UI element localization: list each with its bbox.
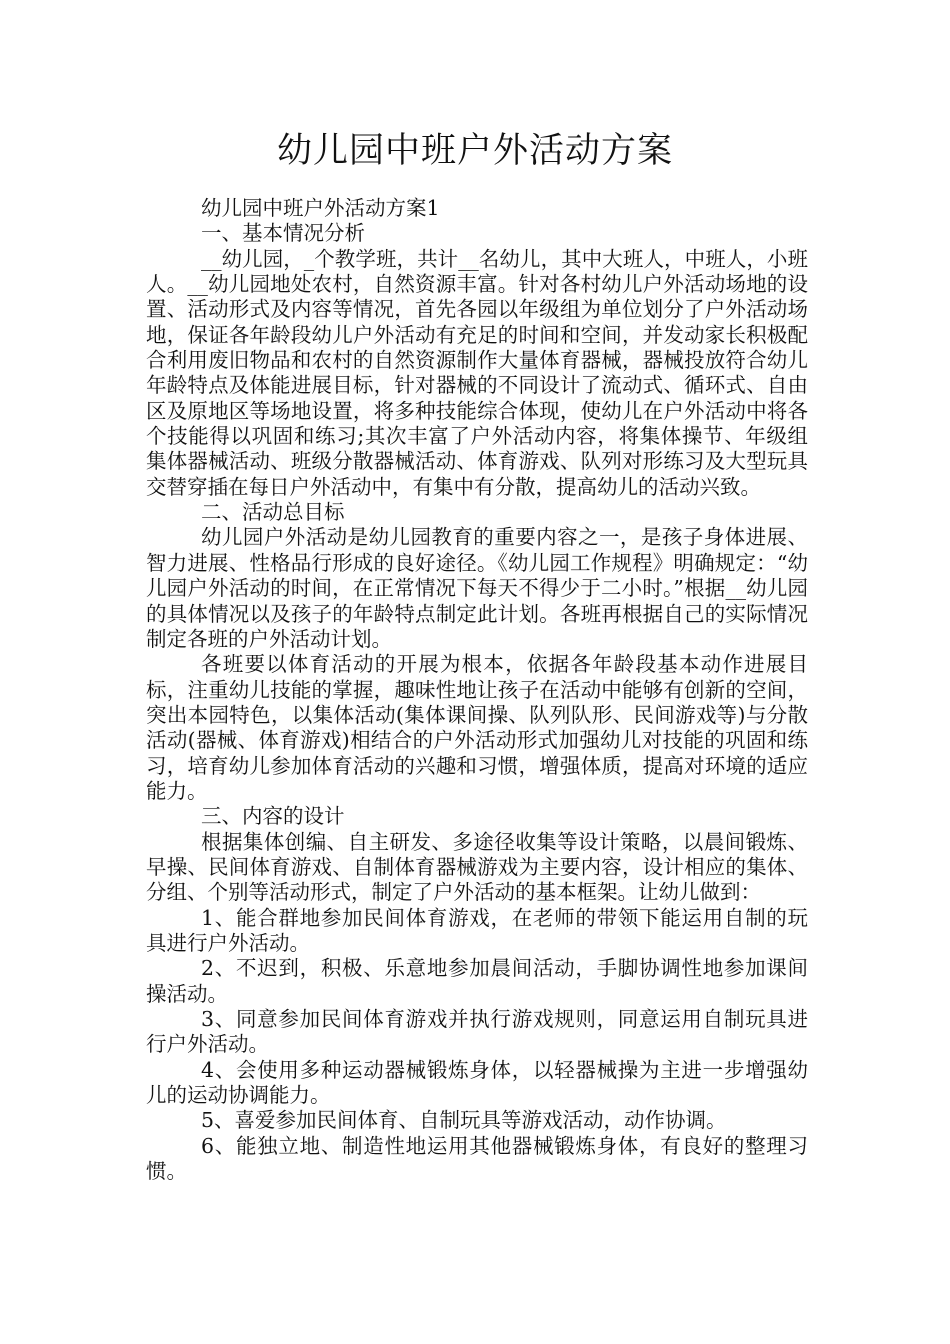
section-heading: 二、活动总目标 <box>201 500 345 525</box>
document-title: 幼儿园中班户外活动方案 <box>276 131 673 171</box>
list-item: 4、会使用多种运动器械锻炼身体，以轻器械操为主进一步增强幼儿的运动协调能力。 <box>146 1057 808 1108</box>
body-paragraph: __幼儿园，_个教学班，共计__名幼儿，其中大班人，中班人，小班人。__幼儿园地处农村，自然资源丰富。针对各村幼儿户外活动场地的设置、活动形式及内容等情况，首先各园以年级组为单位划分了户外活动场地，保证各年龄段幼儿户外活动有充足的时间和空间，并发动家长积极配合利用废旧物品和农村的自然资源制作大量体育器械，器械投放符合幼儿年龄特点及体能进展目标，针对器械的不同设计了流动式、循环式、自由区及原地区等场地设置，将多种技能综合体现，使幼儿在户外活动中将各个技能得以巩固和练习;其次丰富了户外活动内容，将集体操节、年级组集体器械活动、班级分散器械活动、体育游戏、队列对形练习及大型玩具交替穿插在每日户外活动中，有集中有分散，提高幼儿的活动兴致。 <box>146 246 808 499</box>
list-item: 2、不迟到，积极、乐意地参加晨间活动，手脚协调性地参加课间操活动。 <box>146 956 808 1006</box>
section-heading: 三、内容的设计 <box>201 804 345 829</box>
body-paragraph: 幼儿园户外活动是幼儿园教育的重要内容之一，是孩子身体进展、智力进展、性格品行形成的良好途径。《幼儿园工作规程》明确规定：“幼儿园户外活动的时间，在正常情况下每天不得少于二小时。”根据__幼儿园的具体情况以及孩子的年龄特点制定此计划。各班再根据自己的实际情况制定各班的户外活动计划。 <box>146 525 808 651</box>
list-item: 3、同意参加民间体育游戏并执行游戏规则，同意运用自制玩具进行户外活动。 <box>146 1007 808 1057</box>
section-heading: 一、基本情况分析 <box>201 221 365 246</box>
document-body <box>146 196 808 1184</box>
list-item: 1、能合群地参加民间体育游戏，在老师的带领下能运用自制的玩具进行户外活动。 <box>146 905 808 955</box>
body-paragraph: 各班要以体育活动的开展为根本，依据各年龄段基本动作进展目标，注重幼儿技能的掌握，趣味性地让孩子在活动中能够有创新的空间，突出本园特色，以集体活动(集体课间操、队列队形、民间游戏等)与分散活动(器械、体育游戏)相结合的户外活动形式加强幼儿对技能的巩固和练习，培育幼儿参加体育活动的兴趣和习惯，增强体质，提高对环境的适应能力。 <box>146 652 808 803</box>
list-item: 6、能独立地、制造性地运用其他器械锻炼身体，有良好的整理习惯。 <box>146 1133 808 1184</box>
section-heading: 幼儿园中班户外活动方案1 <box>201 196 440 220</box>
list-item: 5、喜爱参加民间体育、自制玩具等游戏活动，动作协调。 <box>201 1108 727 1133</box>
body-paragraph: 根据集体创编、自主研发、多途径收集等设计策略，以晨间锻炼、早操、民间体育游戏、自制体育器械游戏为主要内容，设计相应的集体、分组、个别等活动形式，制定了户外活动的基本框架。让幼儿做到： <box>146 829 808 905</box>
